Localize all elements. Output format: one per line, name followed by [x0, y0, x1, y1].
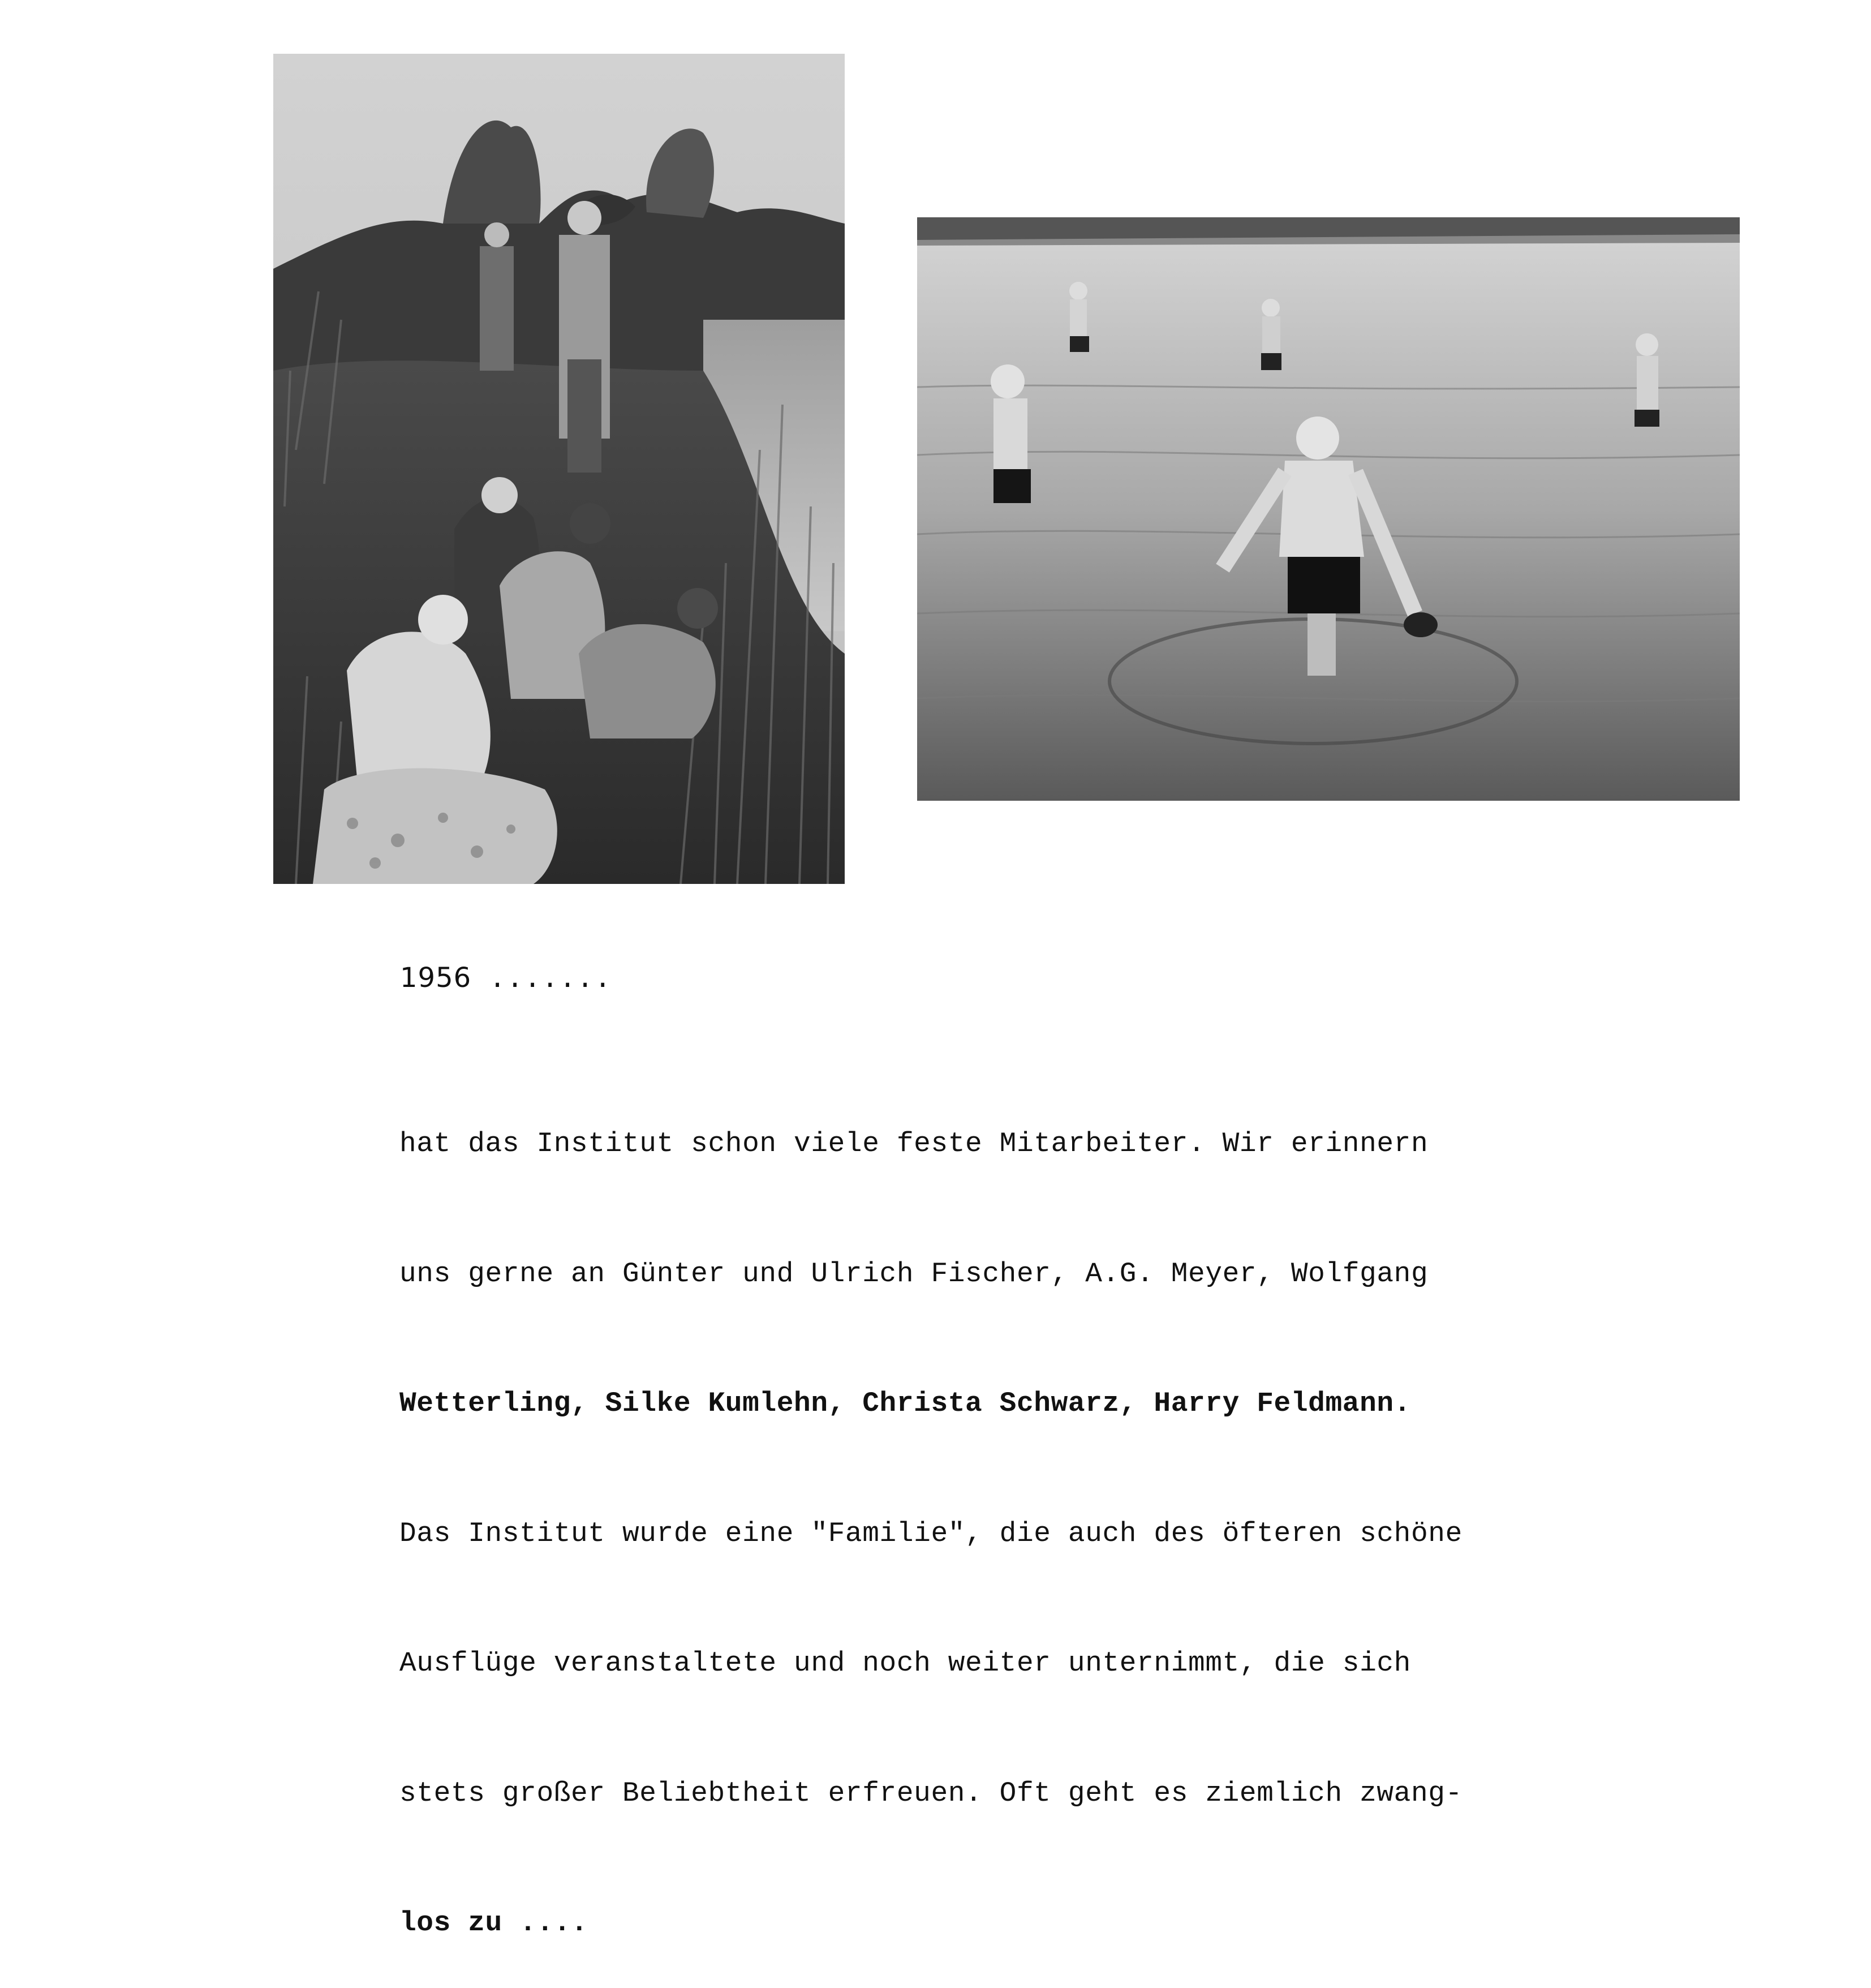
caption-paragraph — [399, 1036, 1463, 1988]
caption-line: Wetterling, Silke Kumlehn, Christa Schwarz, Harry Feldmann. — [399, 1388, 1411, 1419]
photo-group-on-shore-image — [273, 54, 845, 884]
caption-line: Ausflüge veranstaltete und noch weiter unternimmt, die sich — [399, 1647, 1411, 1679]
photo-men-wading-in-lake-image — [917, 217, 1740, 801]
caption-line: Das Institut wurde eine "Familie", die auch des öfteren schöne — [399, 1517, 1463, 1549]
caption-ellipsis: ....... — [471, 964, 612, 996]
caption-line: hat das Institut schon viele feste Mitarbeiter. Wir erinnern — [399, 1128, 1429, 1160]
caption-line: uns gerne an Günter und Ulrich Fischer, A.G. Meyer, Wolfgang — [399, 1257, 1429, 1290]
photo-men-wading-in-lake — [917, 217, 1740, 801]
caption-line: los zu .... — [399, 1907, 588, 1939]
caption-heading — [400, 962, 612, 996]
photo-group-on-shore — [273, 54, 845, 884]
caption-line: stets großer Beliebtheit erfreuen. Oft geht es ziemlich zwang- — [399, 1777, 1463, 1809]
caption-year: 1956 — [400, 962, 472, 994]
